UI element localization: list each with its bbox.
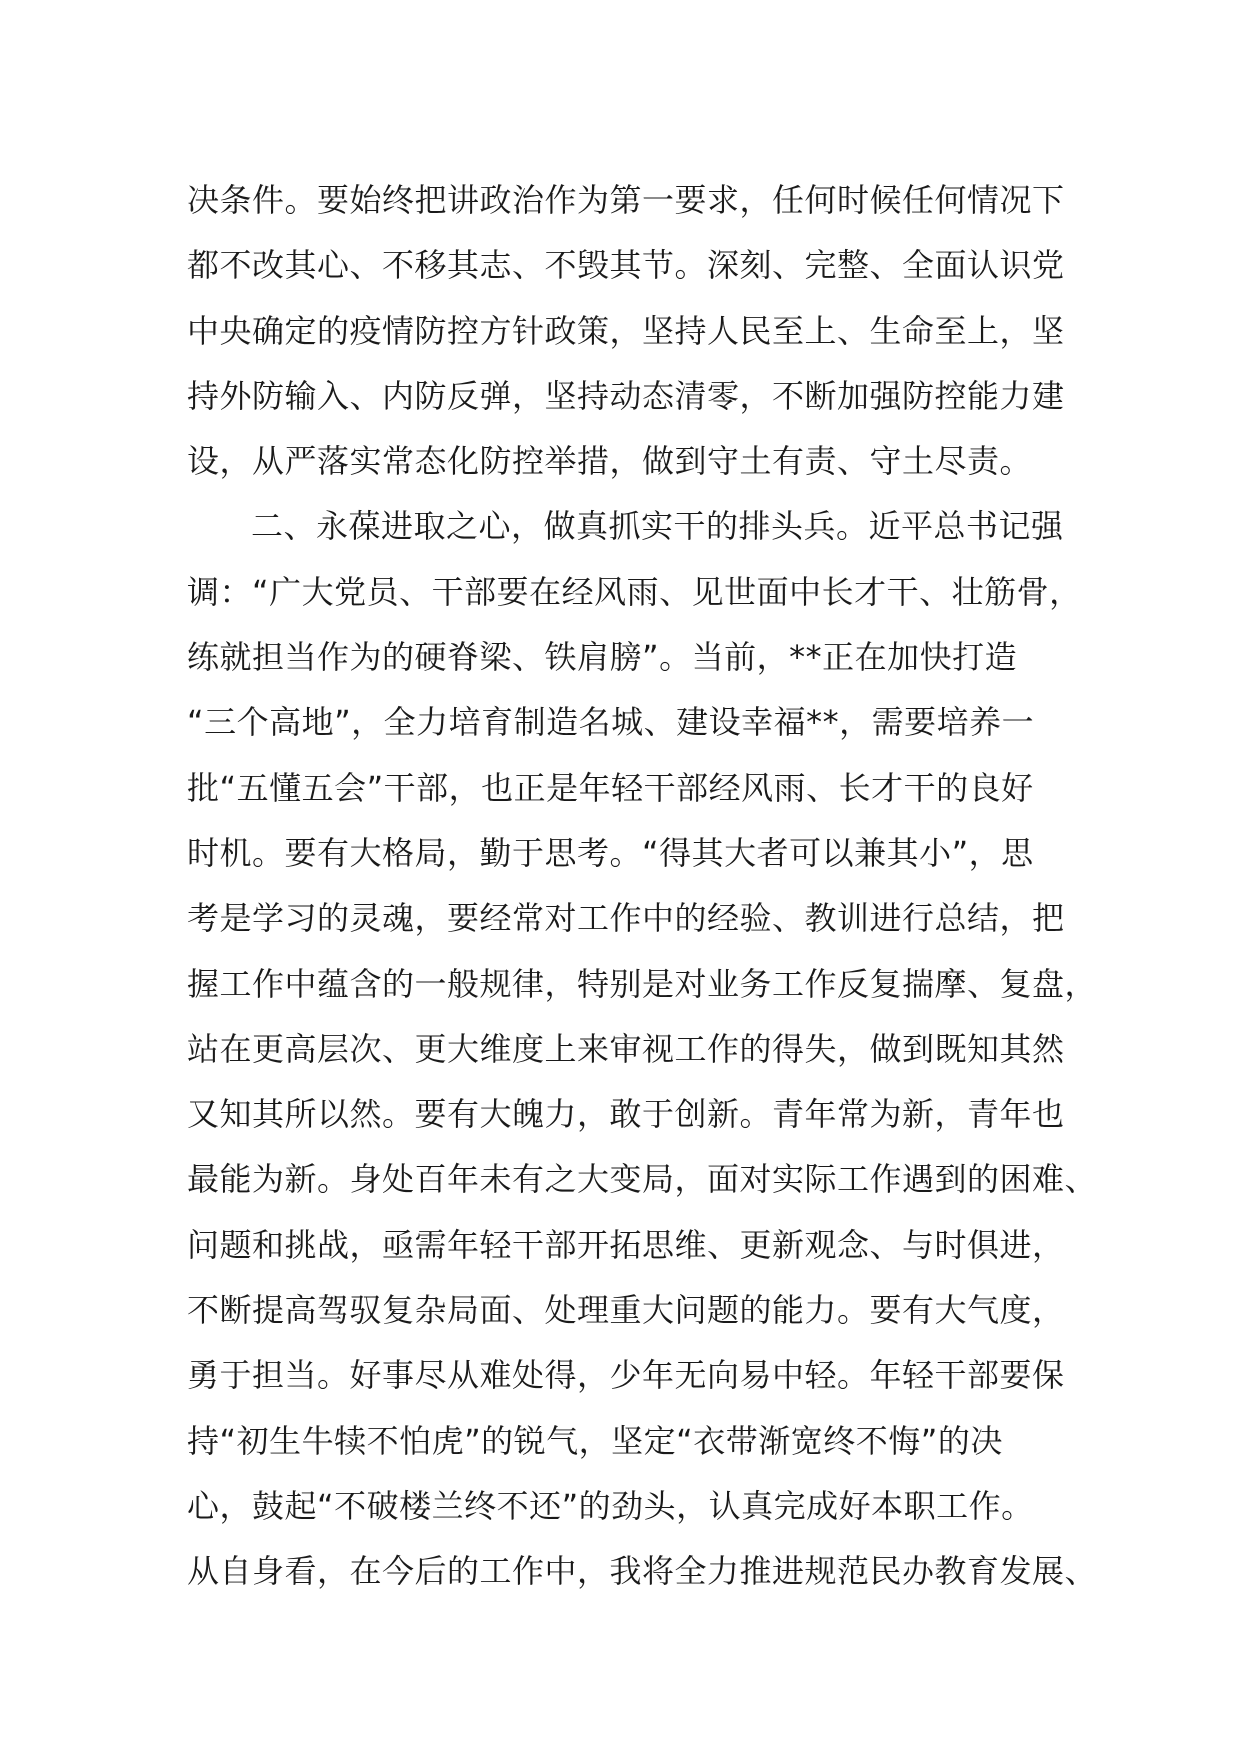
text-line: 时机。要有大格局，勤于思考。“得其大者可以兼其小”，思 (187, 833, 1034, 872)
text-line: 从自身看，在今后的工作中，我将全力推进规范民办教育发展、 (187, 1552, 1098, 1591)
text-line: 考是学习的灵魂，要经常对工作中的经验、教训进行总结，把 (187, 899, 1065, 938)
text-line: 最能为新。身处百年未有之大变局，面对实际工作遇到的困难、 (187, 1160, 1098, 1199)
body-text (187, 168, 1098, 1605)
text-line: 中央确定的疫情防控方针政策，坚持人民至上、生命至上，坚 (187, 311, 1065, 350)
text-line: 调：“广大党员、干部要在经风雨、见世面中长才干、壮筋骨， (187, 572, 1082, 611)
text-line: 不断提高驾驭复杂局面、处理重大问题的能力。要有大气度， (187, 1291, 1065, 1330)
text-line: 决条件。要始终把讲政治作为第一要求，任何时候任何情况下 (187, 181, 1065, 219)
text-line: 持外防输入、内防反弹，坚持动态清零，不断加强防控能力建 (187, 376, 1065, 415)
text-line: 批“五懂五会”干部，也正是年轻干部经风雨、长才干的良好 (187, 768, 1034, 807)
text-line: 心，鼓起“不破楼兰终不还”的劲头，认真完成好本职工作。 (187, 1486, 1034, 1525)
text-line: 设，从严落实常态化防控举措，做到守土有责、守土尽责。 (187, 442, 1033, 481)
text-line: 都不改其心、不移其志、不毁其节。深刻、完整、全面认识党 (187, 246, 1065, 285)
text-line: 站在更高层次、更大维度上来审视工作的得失，做到既知其然 (187, 1029, 1065, 1068)
text-line: 握工作中蕴含的一般规律，特别是对业务工作反复揣摩、复盘， (187, 964, 1098, 1003)
text-line: “三个高地”，全力培育制造名城、建设幸福**，需要培养一 (187, 703, 1035, 742)
text-line: 问题和挑战，亟需年轻干部开拓思维、更新观念、与时俱进， (187, 1225, 1065, 1264)
text-line: 勇于担当。好事尽从难处得，少年无向易中轻。年轻干部要保 (187, 1356, 1065, 1395)
text-line: 持“初生牛犊不怕虎”的锐气，坚定“衣带渐宽终不悔”的决 (187, 1421, 1003, 1460)
text-line: 练就担当作为的硬脊梁、铁肩膀”。当前，**正在加快打造 (187, 638, 1018, 677)
text-line: 又知其所以然。要有大魄力，敢于创新。青年常为新，青年也 (187, 1095, 1065, 1134)
paragraph-heading-line: 二、永葆进取之心，做真抓实干的排头兵。近平总书记强 (251, 507, 1064, 546)
